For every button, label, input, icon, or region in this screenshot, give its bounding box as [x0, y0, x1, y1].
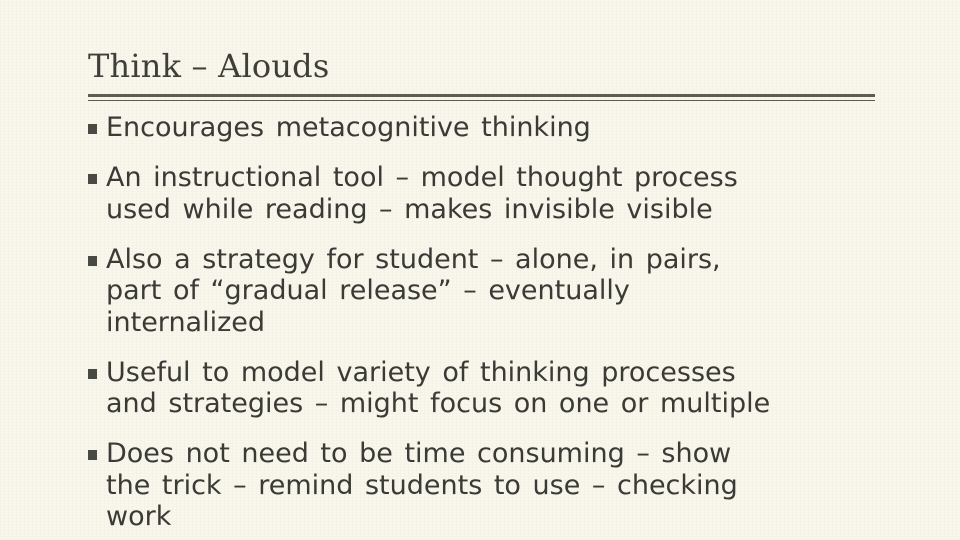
square-bullet-icon: [88, 174, 97, 184]
bullet-list: [88, 112, 888, 540]
bullet-item: [88, 438, 888, 533]
bullet-line: An instructional tool – model thought process: [106, 162, 738, 193]
title-rule-thick: [88, 94, 875, 97]
bullet-line: work: [106, 501, 172, 532]
square-bullet-icon: [88, 124, 97, 134]
bullet-item: [88, 112, 888, 144]
bullet-item: [88, 162, 888, 225]
bullet-line: the trick – remind students to use – checking: [106, 469, 738, 501]
bullet-line: Also a strategy for student – alone, in pairs,: [106, 243, 721, 275]
bullet-line: Encourages metacognitive thinking: [106, 112, 591, 143]
bullet-line: Does not need to be time consuming – show: [106, 438, 732, 469]
square-bullet-icon: [88, 256, 97, 266]
bullet-line: part of “gradual release” – eventually: [106, 275, 630, 306]
slide-title: Think – Alouds: [88, 47, 330, 85]
bullet-line: Useful to model variety of thinking processes: [106, 356, 736, 388]
square-bullet-icon: [88, 450, 97, 460]
bullet-item: [88, 244, 888, 339]
bullet-line: used while reading – makes invisible visible: [106, 193, 713, 225]
title-rule-thin: [88, 100, 875, 101]
bullet-item: [88, 357, 888, 420]
bullet-line: internalized: [106, 306, 266, 338]
square-bullet-icon: [88, 369, 97, 379]
bullet-line: and strategies – might focus on one or multiple: [106, 388, 771, 419]
